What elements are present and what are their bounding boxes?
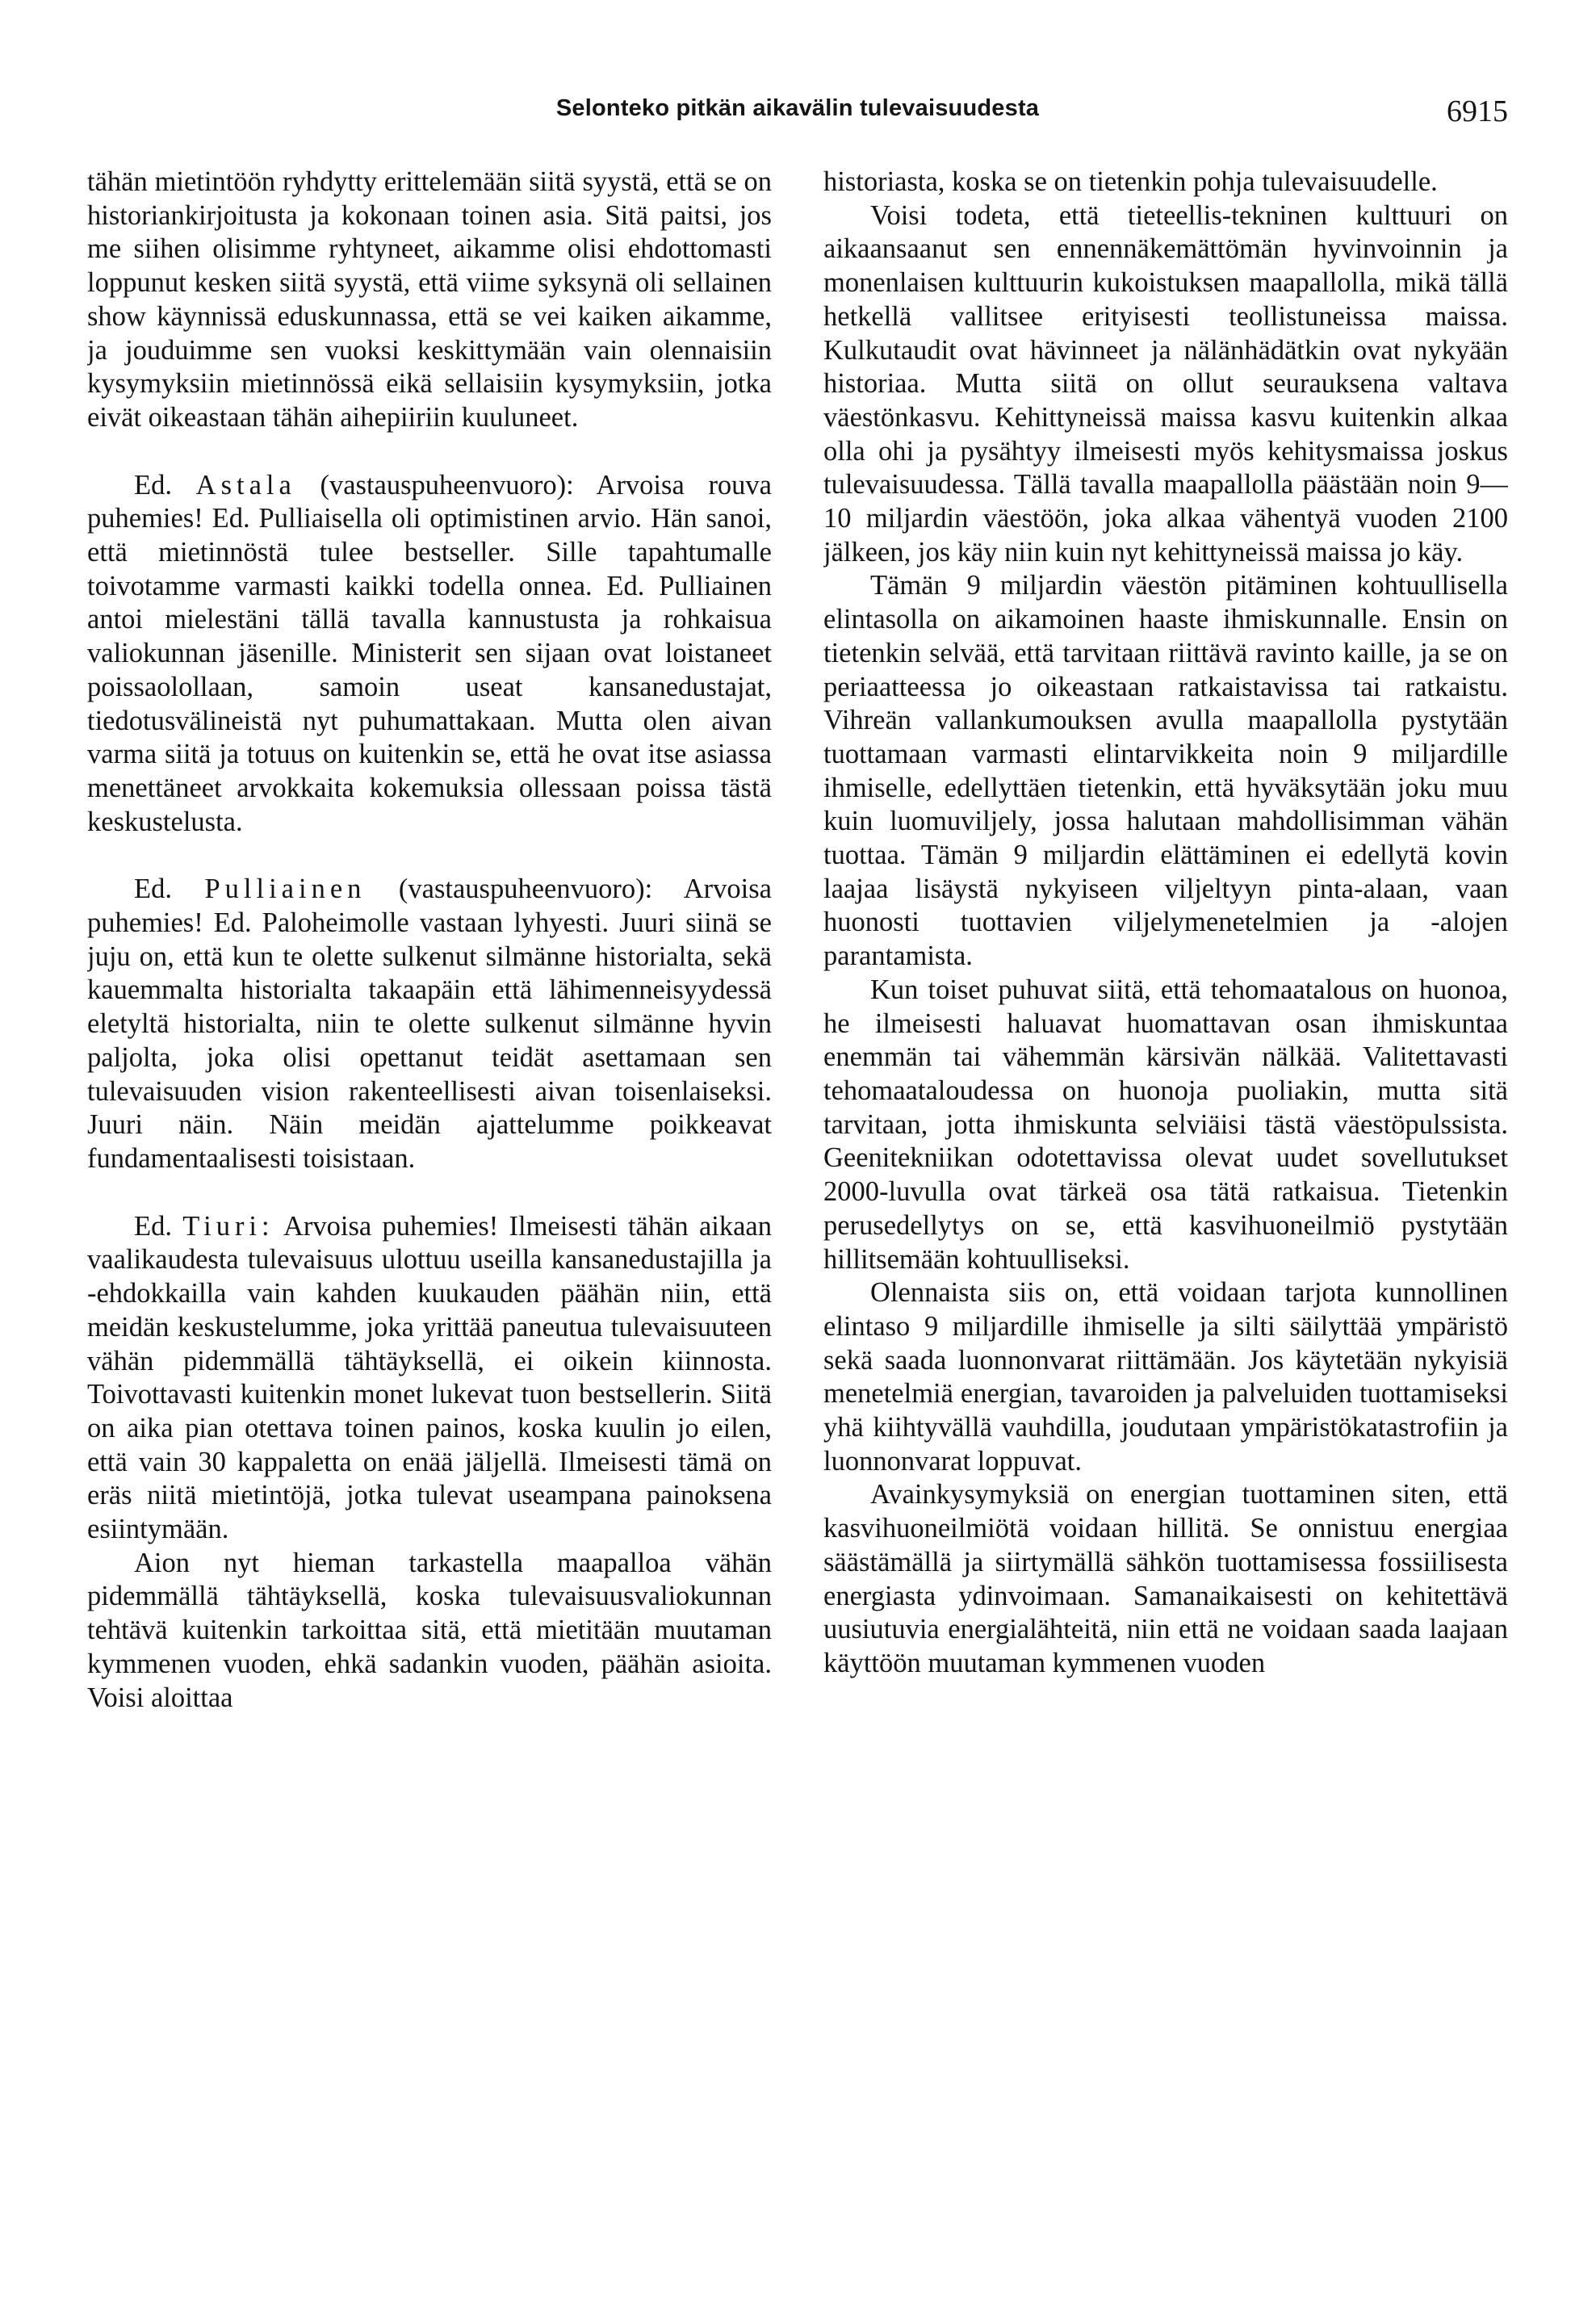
paragraph: Kun toiset puhuvat siitä, että tehomaatalous on huonoa, he ilmeisesti haluavat huomattavan osan ihmiskuntaa enemmän tai vähemmän kärsivän nälkää. Valitettavasti tehomaataloudessa on huonoja puoliakin, mutta sitä tarvitaan, jotta ihmiskunta selviäisi tästä väestöpulssista. Geenitekniikan odotettavissa olevat uudet sovellutukset 2000-luvulla ovat tärkeä osa tätä ratkaisua. Tietenkin perusedellytys on se, että kasvihuoneilmiö pystytään hillitsemään kohtuulliseksi.	[823, 974, 1508, 1275]
right-column	[823, 165, 1508, 2256]
speech-tiuri	[87, 1210, 772, 1547]
speech-astala	[87, 469, 772, 840]
paragraph: Voisi todeta, että tieteellis-tekninen kulttuuri on aikaansaanut sen ennennäkemättömän hyvinvoinnin ja monenlaisen kulttuurin kukoistuksen maapallolla, mikä tällä hetkellä vallitsee erityisesti teollistuneissa maissa. Kulkutaudit ovat hävinneet ja nälänhädätkin ovat nykyään historiaa. Mutta siitä on ollut seurauksena valtava väestönkasvu. Kehittyneissä maissa kasvu kuitenkin alkaa olla ohi ja pysähtyy ilmeisesti myös kehitysmaissa joskus tulevaisuudessa. Tällä tavalla maapallolla päästään noin 9—10 miljardin väestöön, joka alkaa vähentyä vuoden 2100 jälkeen, jos käy niin kuin nyt kehittyneissä maissa jo käy.	[823, 199, 1508, 568]
page-header	[87, 95, 1508, 144]
speaker-prefix: Ed.	[134, 1210, 183, 1242]
running-title: Selonteko pitkän aikavälin tulevaisuudesta	[555, 95, 1040, 121]
page-number: 6915	[1447, 94, 1508, 128]
paragraph: historiasta, koska se on tietenkin pohja tulevaisuudelle.	[823, 166, 1438, 197]
speaker-prefix: Ed.	[134, 469, 196, 501]
paragraph: Tämän 9 miljardin väestön pitäminen kohtuullisella elintasolla on aikamoinen haaste ihmiskunnalle. Ensin on tietenkin selvää, että tarvitaan riittävä ravinto kaille, ja se on periaatteessa jo oikeastaan ratkaistavissa tai ratkaistu. Vihreän vallankumouksen avulla maapallolla pystytään tuottamaan varmasti elintarvikkeita noin 9 miljardille ihmiselle, edellyttäen tietenkin, että hyväksytään joku muu kuin luomuviljely, jossa halutaan mahdollisimman vähän tuottaa. Tämän 9 miljardin elättäminen ei edellytä kovin laajaa lisäystä nykyiseen viljeltyyn pinta-alaan, vaan huonosti tuottavien viljelymenetelmien ja -alojen parantamista.	[823, 570, 1508, 972]
speaker-prefix: Ed.	[134, 874, 205, 905]
speaker-name: Astala	[195, 469, 296, 501]
paragraph: Aion nyt hieman tarkastella maapalloa vähän pidemmällä tähtäyksellä, koska tulevaisuusvaliokunnan tehtävä kuitenkin tarkoittaa sitä, että mietitään muutaman kymmenen vuoden, ehkä sadankin vuoden, päähän asioita. Voisi aloittaa	[87, 1547, 772, 1713]
speech-text: (vastauspuheenvuoro): Arvoisa rouva puhemies! Ed. Pulliaisella oli optimistinen arvio. Hän sanoi, että mietinnöstä tulee bestseller. Sille tapahtumalle toivotamme varmasti kaikki todella onnea. Ed. Pulliainen antoi mielestäni tällä tavalla kannustusta ja rohkaisua valiokunnan jäsenille. Ministerit sen sijaan ovat loistaneet poissaolollaan, samoin useat kansanedustajat, tiedotusvälineistä nyt puhumattakaan. Mutta olen aivan varma siitä ja totuus on kuitenkin se, että he ovat itse asiassa menettäneet arvokkaita kokemuksia ollessaan poissa tästä keskustelusta.	[87, 469, 772, 837]
left-column	[87, 165, 772, 2256]
paragraph: Olennaista siis on, että voidaan tarjota kunnollinen elintaso 9 miljardille ihmiselle ja silti säilyttää ympäristö sekä saada luonnonvarat riittämään. Jos käytetään nykyisiä menetelmiä energian, tavaroiden ja palveluiden tuottamiseksi yhä kiihtyvällä vauhdilla, joudutaan ympäristökatastrofiin ja luonnonvarat loppuvat.	[823, 1277, 1508, 1477]
speech-text: Arvoisa puhemies! Ilmeisesti tähän aikaan vaalikaudesta tulevaisuus ulottuu useilla kansanedustajilla ja -ehdokkailla vain kahden kuukauden päähän niin, että meidän keskustelumme, joka yrittää paneutua tulevaisuuteen vähän pidemmällä tähtäyksellä, ei oikein kiinnosta. Toivottavasti kuitenkin monet lukevat tuon bestsellerin. Siitä on aika pian otettava toinen painos, koska kuulin jo eilen, että vain 30 kappaletta on enää jäljellä. Ilmeisesti tämä on eräs niitä mietintöjä, jotka tulevat useampana painoksena esiintymään.	[87, 1210, 772, 1545]
speech-pulliainen	[87, 873, 772, 1175]
speech-text: (vastauspuheenvuoro): Arvoisa puhemies! Ed. Paloheimolle vastaan lyhyesti. Juuri siinä se juju on, että kun te olette sulkenut silmänne historialta, sekä kauemmalta historialta takaapäin että lähimenneisyydessä eletyltä historialta, niin te olette sulkenut silmänne hyvin paljolta, joka olisi opettanut teidät asettamaan sen tulevaisuuden vision rakenteellisesti aivan toisenlaiseksi. Juuri näin. Näin meidän ajattelumme poikkeavat fundamentaalisesti toisistaan.	[87, 874, 772, 1174]
speaker-name: Pulliainen	[204, 874, 367, 905]
paragraph: Avainkysymyksiä on energian tuottaminen siten, että kasvihuoneilmiötä voidaan hillitä. Se onnistuu energiaa säästämällä ja siirtymällä sähkön tuottamisessa fossiilisesta energiasta ydinvoimaan. Samanaikaisesti on kehitettävä uusiutuvia energialähteitä, niin että ne voidaan saada laajaan käyttöön muutaman kymmenen vuoden	[823, 1479, 1508, 1678]
text-columns	[87, 165, 1508, 2256]
paragraph: tähän mietintöön ryhdytty erittelemään siitä syystä, että se on historiankirjoitusta ja kokonaan toinen asia. Sitä paitsi, jos me siihen olisimme ryhtyneet, aikamme olisi ehdottomasti loppunut kesken siitä syystä, että viime syksynä oli sellainen show käynnissä eduskunnassa, että se vei kaiken aikamme, ja jouduimme sen vuoksi keskittymään vain olennaisiin kysymyksiin mietinnössä eikä sellaisiin kysymyksiin, jotka eivät oikeastaan tähän aihepiiriin kuuluneet.	[87, 166, 772, 433]
speaker-name: Tiuri:	[182, 1210, 274, 1242]
